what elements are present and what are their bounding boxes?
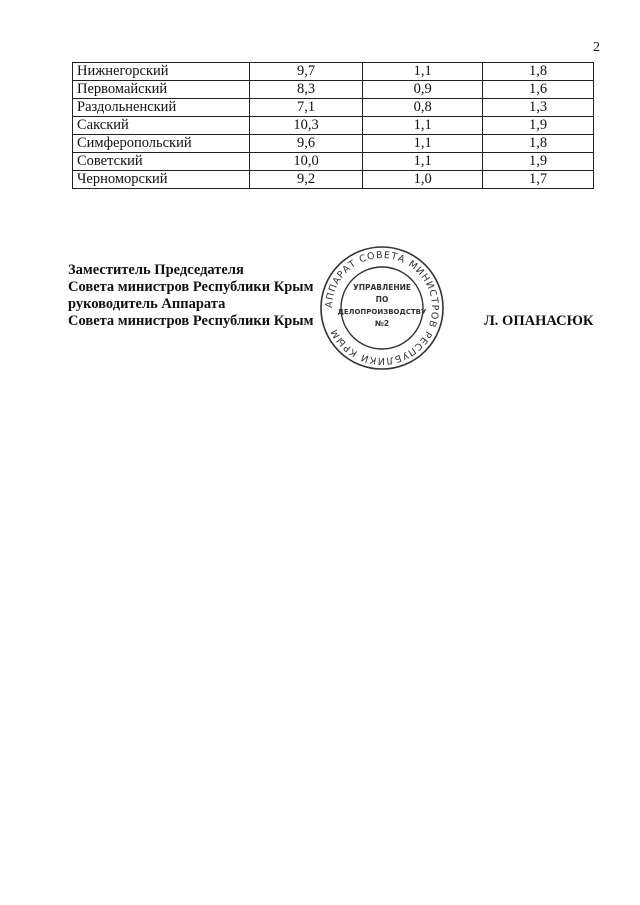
value-cell: 10,3 <box>250 117 363 135</box>
value-cell: 10,0 <box>250 153 363 171</box>
value-cell: 9,2 <box>250 171 363 189</box>
table-row <box>73 63 594 81</box>
table-body <box>73 63 594 189</box>
signature-block <box>68 262 314 330</box>
stamp-inner-line-2: ПО <box>375 295 389 304</box>
value-cell: 9,6 <box>250 135 363 153</box>
table-row <box>73 153 594 171</box>
signature-line-3: руководитель Аппарата <box>68 296 226 312</box>
value-cell: 1,1 <box>363 63 483 81</box>
value-cell: 1,1 <box>363 135 483 153</box>
district-name-cell: Первомайский <box>73 81 250 99</box>
table-row <box>73 135 594 153</box>
value-cell: 8,3 <box>250 81 363 99</box>
stamp-inner-line-3: ДЕЛОПРОИЗВОДСТВУ <box>337 308 427 316</box>
stamp-inner-line-1: УПРАВЛЕНИЕ <box>352 283 412 292</box>
value-cell: 7,1 <box>250 99 363 117</box>
value-cell: 1,1 <box>363 117 483 135</box>
stamp-outer-text: АППАРАТ СОВЕТА МИНИСТРОВ РЕСПУБЛИКИ КРЫМ <box>323 249 441 367</box>
table-row <box>73 171 594 189</box>
district-name-cell: Раздольненский <box>73 99 250 117</box>
district-name-cell: Черноморский <box>73 171 250 189</box>
district-name-cell: Нижнегорский <box>73 63 250 81</box>
value-cell: 9,7 <box>250 63 363 81</box>
value-cell: 1,8 <box>483 135 594 153</box>
table-row <box>73 81 594 99</box>
table-row <box>73 99 594 117</box>
official-stamp <box>318 244 446 372</box>
signature-line-2: Совета министров Республики Крым <box>68 279 314 295</box>
signature-line-4: Совета министров Республики Крым <box>68 313 314 329</box>
district-name-cell: Сакский <box>73 117 250 135</box>
value-cell: 1,1 <box>363 153 483 171</box>
value-cell: 1,6 <box>483 81 594 99</box>
value-cell: 0,9 <box>363 81 483 99</box>
stamp-inner-line-4: №2 <box>374 319 390 328</box>
page-number: 2 <box>593 40 600 55</box>
value-cell: 1,9 <box>483 117 594 135</box>
signature-line-1: Заместитель Председателя <box>68 262 244 278</box>
value-cell: 1,0 <box>363 171 483 189</box>
value-cell: 1,3 <box>483 99 594 117</box>
value-cell: 1,7 <box>483 171 594 189</box>
district-name-cell: Симферопольский <box>73 135 250 153</box>
value-cell: 0,8 <box>363 99 483 117</box>
data-table <box>72 62 594 189</box>
value-cell: 1,8 <box>483 63 594 81</box>
district-name-cell: Советский <box>73 153 250 171</box>
signer-name: Л. ОПАНАСЮК <box>484 313 594 329</box>
value-cell: 1,9 <box>483 153 594 171</box>
table-row <box>73 117 594 135</box>
